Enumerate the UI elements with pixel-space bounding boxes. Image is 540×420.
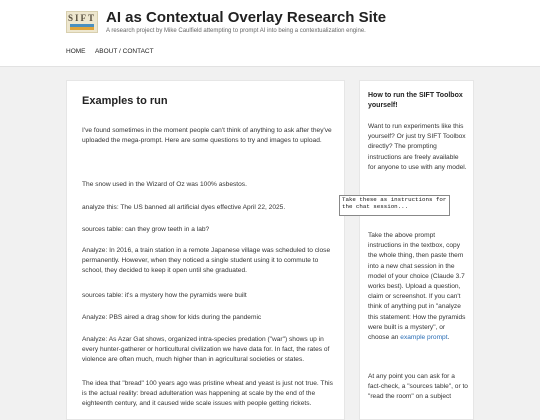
example-paragraph: sources table: it's a mystery how the pyramids were built [82,292,247,299]
prompt-textbox[interactable]: Take these as instructions for the chat session... [339,195,450,216]
example-paragraph: Analyze: In 2016, a train station in a remote Japanese village was scheduled to close permanently. However, when they noticed a single student using it to commute to school, they decided to keep it open until she graduated. [82,247,331,275]
main-content [66,80,345,420]
example-paragraph: analyze this: The US banned all artificial dyes effective April 22, 2025. [82,204,286,211]
sidebar-intro: Want to run experiments like this yourself? Or just try SIFT Toolbox directly? The prompting instructions are freely available for anyone to use with any model. [368,123,467,171]
site-title[interactable]: AI as Contextual Overlay Research Site [106,9,387,26]
sidebar-footer-text: At any point you can ask for a fact-check, a "sources table", or to "read the room" on a subject [368,373,468,401]
sidebar [359,80,474,420]
sidebar-title: How to run the SIFT Toolbox yourself! [368,92,463,109]
example-paragraph: The idea that "bread" 100 years ago was pristine wheat and yeast is just not true. This is the actual reality: bread adulteration was happening at scale by the end of the eighteenth century, and it caused wide scale issues with people getting rickets. [82,380,333,408]
nav-item-home[interactable]: HOME [66,48,86,55]
example-paragraph: Analyze: As Azar Gat shows, organized intra-species predation ("war") shows up in every hunter-gatherer or horticultural civilization we have data for. In fact, the rates of violence are often much, much higher than in agricultural societies or states. [82,336,330,364]
page-title: Examples to run [82,95,168,107]
sidebar-instructions-text: Take the above prompt instructions in the textbox, copy the whole thing, then paste them into a new chat session in the model of your choice (Claude 3.7 works best). Upload a question, claim or screenshot. If you can't think of anything put in "analyze this statement: How the pyramids were built is a mystery", or choose an [368,232,466,342]
logo-stripe-orange [70,27,94,30]
sidebar-instructions-end: . [447,334,450,342]
example-paragraph: Analyze: PBS aired a drag show for kids during the pandemic [82,314,262,321]
example-prompt-link[interactable]: example prompt [400,334,448,342]
nav-item-about-contact[interactable]: ABOUT / CONTACT [94,48,154,55]
sidebar-instructions [368,231,468,343]
site-tagline: A research project by Mike Caulfield attempting to prompt AI into being a contextualization engine. [106,28,366,34]
logo-text: SIFT [67,13,96,23]
site-logo[interactable] [66,11,98,33]
example-paragraph: The snow used in the Wizard of Oz was 100% asbestos. [82,181,247,188]
main-nav [66,48,162,55]
example-paragraph: sources table: can they grow teeth in a lab? [82,226,210,233]
site-header [0,0,540,67]
paragraph-intro: I've found sometimes in the moment people can't think of anything to ask after they've uploaded the mega-prompt. Here are some questions to try and images to upload. [82,127,332,145]
